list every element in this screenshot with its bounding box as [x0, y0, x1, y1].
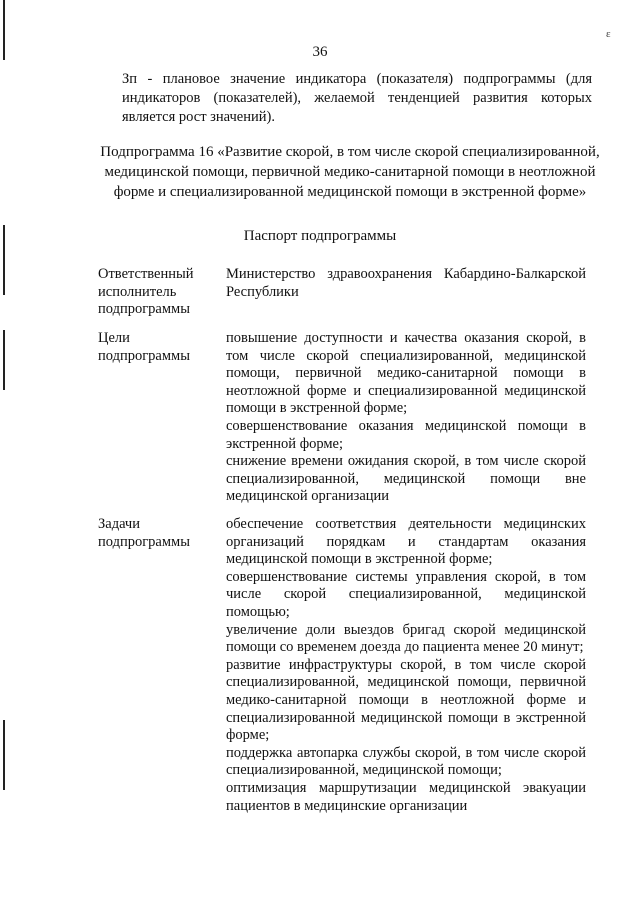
row-item: совершенствование системы управления скорой, в том числе скорой специализированной, медицинской помощью;	[226, 568, 586, 620]
row-item: увеличение доли выездов бригад скорой медицинской помощи со временем доезда до пациента менее 20 минут;	[226, 621, 586, 656]
page-number: 36	[312, 44, 328, 60]
passport-heading: Паспорт подпрограммы	[243, 228, 397, 244]
indicator-note: Зп - плановое значение индикатора (показателя) подпрограммы (для индикаторов (показателей), желаемой тенденцией развития которых является рост значений).	[122, 71, 592, 125]
row-item: развитие инфраструктуры скорой, в том числе скорой специализированной, медицинской помощи, первичной медико-санитарной помощи в неотложной форме и специализированной медицинской помощи в экстренной форме;	[226, 656, 586, 744]
row-value	[226, 266, 586, 301]
row-item: повышение доступности и качества оказания скорой, в том числе скорой специализированной, медицинской помощи, первичной медико-санитарной помощи в неотложной форме и специализированной медицинской помощи в экстренной форме;	[226, 330, 586, 417]
row-item: поддержка автопарка службы скорой, в том числе скорой специализированной, медицинской помощи;	[226, 744, 586, 779]
subprogram-title: Подпрограмма 16 «Развитие скорой, в том числе скорой специализированной, медицинской помощи, первичной медико-санитарной помощи в неотложной форме и специализированной медицинской помощи в экстренной форме»	[100, 144, 600, 200]
row-item: обеспечение соответствия деятельности медицинских организаций порядкам и стандартам оказания медицинской помощи в экстренной форме;	[226, 516, 586, 568]
row-value	[226, 516, 586, 815]
row-item: Министерство здравоохранения Кабардино-Балкарской Республики	[226, 266, 586, 300]
row-item: совершенствование оказания медицинской помощи в экстренной форме;	[226, 417, 586, 452]
scan-margin-mark	[3, 720, 5, 790]
row-item: снижение времени ожидания скорой, в том числе скорой специализированной, медицинской помощи вне медицинской организации	[226, 453, 586, 505]
row-label: Цели подпрограммы	[98, 330, 190, 364]
corner-mark: ε	[606, 28, 611, 40]
row-value	[226, 330, 586, 506]
row-label: Ответственный исполнитель подпрограммы	[98, 266, 194, 318]
scan-margin-mark	[3, 330, 5, 390]
row-item: оптимизация маршрутизации медицинской эвакуации пациентов в медицинские организации	[226, 779, 586, 814]
row-label: Задачи подпрограммы	[98, 516, 190, 550]
